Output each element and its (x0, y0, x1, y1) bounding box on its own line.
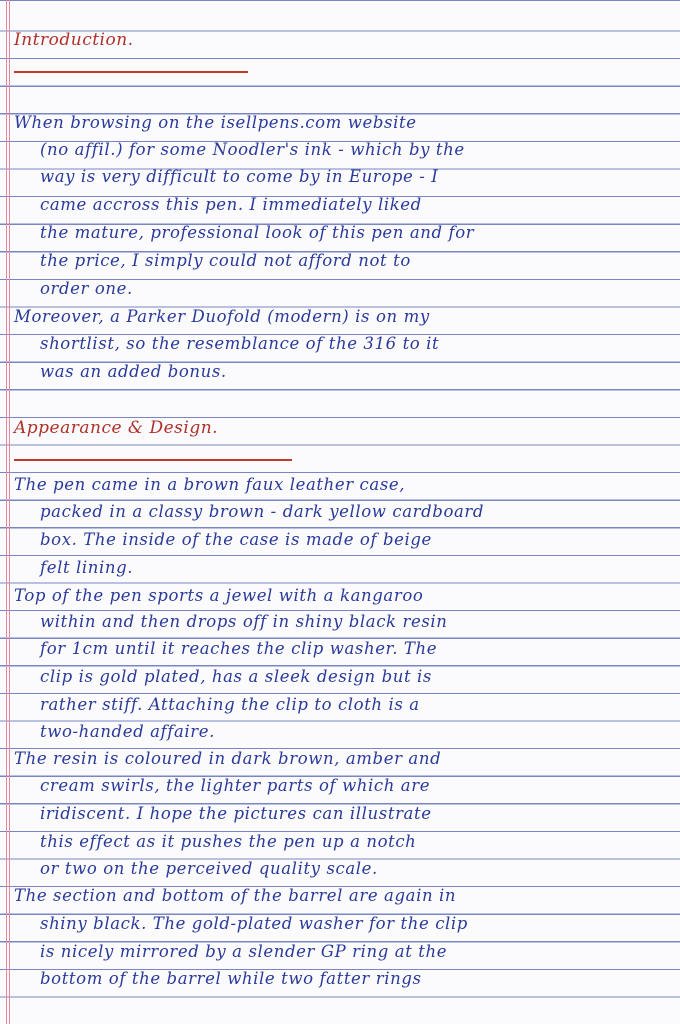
text-line: was an added bonus. (40, 362, 227, 381)
section-heading: Appearance & Design. (14, 418, 219, 438)
heading-rule (14, 71, 248, 73)
text-line: The pen came in a brown faux leather case, (14, 475, 406, 494)
text-line: bottom of the barrel while two fatter rings (40, 969, 422, 988)
text-line: When browsing on the isellpens.com website (14, 113, 417, 132)
text-line: is nicely mirrored by a slender GP ring at the (40, 942, 448, 961)
section-heading: Introduction. (14, 30, 134, 50)
text-line: The section and bottom of the barrel are again in (14, 886, 457, 905)
text-line: the price, I simply could not afford not to (40, 251, 411, 270)
text-line: rather stiff. Attaching the clip to cloth is a (40, 695, 420, 714)
text-line: felt lining. (40, 558, 134, 577)
text-line: iridiscent. I hope the pictures can illustrate (40, 804, 432, 823)
text-line: order one. (40, 279, 133, 298)
text-line: The resin is coloured in dark brown, amber and (14, 749, 442, 768)
heading-rule (14, 459, 292, 461)
text-line: for 1cm until it reaches the clip washer. The (40, 639, 438, 658)
text-line: box. The inside of the case is made of beige (40, 530, 432, 549)
text-line: Moreover, a Parker Duofold (modern) is on my (14, 307, 430, 326)
text-line: clip is gold plated, has a sleek design but is (40, 667, 432, 686)
text-line: the mature, professional look of this pen and for (40, 223, 475, 242)
text-line: or two on the perceived quality scale. (40, 859, 378, 878)
text-line: cream swirls, the lighter parts of which are (40, 776, 431, 795)
margin-line (9, 0, 10, 1024)
text-line: came accross this pen. I immediately liked (40, 195, 422, 214)
text-line: shortlist, so the resemblance of the 316 to it (40, 334, 440, 353)
text-line: Top of the pen sports a jewel with a kangaroo (14, 586, 424, 605)
margin-line (6, 0, 7, 1024)
text-line: this effect as it pushes the pen up a notch (40, 832, 417, 851)
text-line: within and then drops off in shiny black resin (40, 612, 448, 631)
text-line: shiny black. The gold-plated washer for the clip (40, 914, 468, 933)
text-line: two-handed affaire. (40, 722, 215, 741)
text-line: (no affil.) for some Noodler's ink - which by the (40, 140, 465, 159)
text-line: way is very difficult to come by in Europe - I (40, 167, 439, 186)
text-line: packed in a classy brown - dark yellow cardboard (40, 502, 485, 521)
